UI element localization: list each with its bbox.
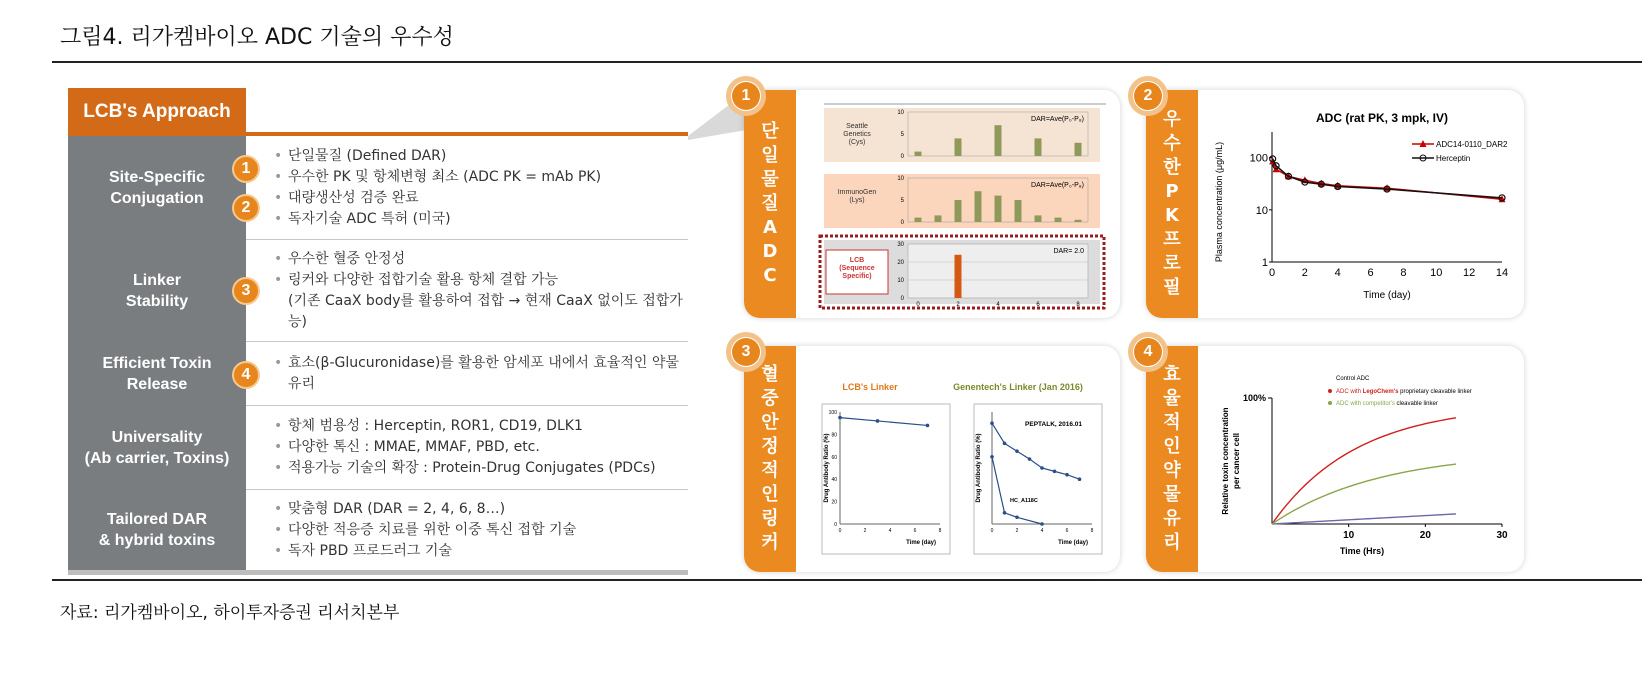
legend-head: Control ADC	[1336, 376, 1370, 382]
row-body	[246, 490, 688, 570]
panel-number-1	[726, 76, 766, 116]
panel-single-substance-adc	[744, 90, 1120, 318]
x-tick-label: 0	[838, 528, 842, 534]
x-tick-label: 4	[1334, 267, 1341, 279]
legend-text: cleavable linker	[1394, 401, 1438, 407]
panel-side-label	[1146, 90, 1198, 318]
bar	[1075, 220, 1082, 222]
data-point	[926, 424, 930, 428]
row-label-line: Conjugation	[110, 190, 204, 207]
legend-brand: LegoChem's	[1362, 389, 1399, 395]
row-label-line: (Ab carrier, Toxins)	[84, 450, 230, 467]
data-point	[1040, 466, 1044, 470]
side-label-char: 프	[1163, 229, 1181, 250]
y-axis-label: Drug Antibody Ratio (%)	[976, 433, 982, 503]
x-tick-label: 10	[1343, 530, 1355, 541]
x-tick-label: 4	[996, 302, 1000, 308]
x-axis-label: Time (Hrs)	[1339, 546, 1385, 556]
y-tick-label: 10	[897, 110, 904, 116]
row-label-line: Tailored DAR	[106, 511, 208, 528]
panel-number-text: 4	[1134, 338, 1162, 366]
legend-label: Herceptin	[1436, 154, 1471, 163]
panel-pk-profile	[1146, 90, 1524, 318]
side-label-char: A	[763, 217, 777, 238]
y-tick-label: 10	[897, 278, 904, 284]
bar	[935, 215, 942, 222]
y-tick-label: 5	[900, 132, 904, 138]
series-label: (Sequence	[839, 265, 875, 272]
row-body	[246, 136, 688, 240]
bar	[955, 255, 962, 298]
side-label-char: 중	[761, 388, 779, 409]
y-tick-label: 20	[897, 260, 904, 266]
row-label	[68, 136, 246, 240]
dar-label: DAR=Ave(P₀-P₈)	[1031, 116, 1084, 123]
y-axis-label: Drug Antibody Ratio (%)	[824, 433, 830, 503]
side-label-char: 필	[1163, 277, 1181, 298]
legend-text: ADC with	[1336, 389, 1363, 395]
legend-brand: competitor's	[1362, 401, 1395, 407]
side-label-char: 리	[1163, 532, 1181, 553]
side-label-char: 일	[761, 145, 779, 166]
bar	[1075, 143, 1082, 156]
y-tick-label: 5	[900, 198, 904, 204]
panel-side-label	[744, 346, 796, 572]
x-tick-label: 14	[1495, 267, 1509, 279]
y-tick-label: 10	[897, 176, 904, 182]
row-label	[68, 240, 246, 342]
data-point	[1015, 449, 1019, 453]
number-badge-4: 4	[232, 361, 260, 389]
y-tick-label: 1	[1261, 257, 1268, 269]
y-tick-label: 60	[831, 454, 837, 461]
side-label-char: 로	[1163, 253, 1181, 274]
chart-title: ADC (rat PK, 3 mpk, IV)	[1315, 111, 1449, 125]
x-tick-label: 4	[888, 528, 892, 534]
bullet: • 대량생산성 검증 완료	[274, 188, 688, 209]
dar-label: DAR= 2.0	[1053, 248, 1084, 255]
bar	[955, 200, 962, 222]
x-tick-label: 6	[1036, 302, 1040, 308]
x-tick-label: 6	[1065, 528, 1069, 534]
series-label: Genetics	[843, 131, 871, 138]
x-axis-label: Time (day)	[1058, 540, 1088, 546]
row-label	[68, 490, 246, 570]
data-point	[1053, 470, 1057, 474]
y-tick-label: 10	[1255, 204, 1268, 217]
series-label: LCB	[849, 257, 865, 264]
x-tick-label: 8	[1090, 528, 1094, 534]
top-rule	[52, 61, 1642, 63]
panel-number-text: 1	[732, 82, 760, 110]
bar	[995, 196, 1002, 222]
row-body	[246, 240, 688, 342]
data-point	[838, 416, 842, 420]
legend-label: ADC14-0110_DAR2	[1436, 140, 1508, 149]
side-label-char: 율	[1163, 388, 1181, 409]
dar-label: DAR=Ave(P₀-P₈)	[1031, 182, 1084, 189]
series-label: Seattle	[846, 123, 868, 130]
approach-tab: LCB's Approach	[68, 88, 246, 136]
source-note: 자료: 리가켐바이오, 하이투자증권 리서치본부	[60, 603, 400, 623]
y-tick-label: 20	[831, 499, 837, 506]
series-label: (Lys)	[849, 197, 865, 204]
bullet: • 독자 PBD 프로드러그 기술	[274, 541, 688, 562]
x-tick-label: 30	[1496, 530, 1508, 541]
x-tick-label: 10	[1430, 267, 1443, 279]
x-tick-label: 20	[1419, 530, 1431, 541]
y-tick-label: 0	[900, 154, 904, 160]
x-tick-label: 2	[1015, 528, 1019, 534]
panel-number-text: 3	[732, 338, 760, 366]
row-tailored-dar	[68, 490, 688, 570]
panel-side-label	[744, 90, 796, 318]
row-body	[246, 342, 688, 406]
data-point	[1003, 442, 1007, 446]
panel-efficient-drug-release	[1146, 346, 1524, 572]
data-point	[876, 419, 880, 423]
side-label-char: 링	[761, 508, 779, 529]
side-label-char: 물	[761, 169, 779, 190]
y-axis-label: Plasma concentration (μg/mL)	[1214, 141, 1224, 263]
legend-label	[1336, 389, 1472, 395]
y-tick-label: 0	[900, 296, 904, 302]
side-label-char: 정	[761, 436, 779, 457]
bar	[995, 125, 1002, 156]
y-tick-label: 80	[831, 432, 837, 439]
bullet: • 우수한 혈중 안정성	[274, 249, 688, 270]
bullet: • 독자기술 ADC 특허 (미국)	[274, 209, 688, 230]
side-label-char: 커	[761, 532, 779, 553]
x-tick-label: 6	[913, 528, 917, 534]
panel-side-label	[1146, 346, 1198, 572]
data-point	[1065, 473, 1069, 477]
bullet-continuation: (기존 CaaX body를 활용하여 접합 → 현재 CaaX 없이도 접합가능)	[288, 292, 683, 330]
series-label: Specific)	[842, 273, 872, 280]
right-chart-title: Genentech's Linker (Jan 2016)	[953, 382, 1083, 392]
dar-distribution-charts	[814, 94, 1114, 314]
side-label-char: 인	[761, 484, 779, 505]
side-label-char: P	[1165, 181, 1179, 202]
bullet: • 우수한 PK 및 항체변형 최소 (ADC PK = mAb PK)	[274, 167, 688, 188]
side-label-char: 우	[1163, 109, 1181, 130]
legend-marker	[1328, 401, 1332, 405]
x-tick-label: 8	[938, 528, 942, 534]
side-label-char: 적	[1163, 412, 1181, 433]
data-point	[1003, 511, 1007, 515]
left-chart-title: LCB's Linker	[842, 382, 898, 392]
x-tick-label: 2	[956, 302, 960, 308]
row-label-line: Linker	[132, 272, 181, 289]
data-point	[1040, 522, 1044, 526]
y-tick-label: 0	[900, 220, 904, 226]
bullet: • 단일물질 (Defined DAR)	[274, 146, 688, 167]
pk-chart	[1202, 92, 1522, 317]
side-label-char: C	[763, 265, 777, 286]
bullet: • 다양한 적응증 치료를 위한 이중 톡신 접합 기술	[274, 520, 688, 541]
bullet: • 맞춤형 DAR (DAR = 2, 4, 6, 8…)	[274, 499, 688, 520]
row-label-line: Release	[126, 376, 188, 393]
row-label	[68, 406, 246, 490]
x-axis-label: Time (day)	[1363, 290, 1411, 301]
bottom-rule	[52, 579, 1642, 581]
data-point	[1015, 515, 1019, 519]
y-tick-label: 100	[1249, 152, 1268, 165]
y-tick-label: 40	[831, 477, 837, 484]
table-bottom-bar	[68, 570, 688, 575]
row-label-line: Site-Specific	[108, 169, 206, 186]
y-tick-label: 100%	[1242, 393, 1266, 403]
legend-text: ADC with	[1336, 401, 1363, 407]
x-tick-label: 8	[1400, 267, 1407, 279]
x-tick-label: 12	[1463, 267, 1476, 279]
x-axis-label: Time (day)	[906, 540, 936, 546]
bullet: • 적용가능 기술의 확장 : Protein-Drug Conjugates (PDCs)	[274, 458, 688, 479]
bar	[955, 138, 962, 156]
hc-label: HC_A118C	[1010, 498, 1038, 504]
data-point	[990, 421, 994, 425]
legend-marker	[1328, 389, 1332, 393]
panel-number-3	[726, 332, 766, 372]
x-tick-label: 2	[863, 528, 867, 534]
row-label-line: & hybrid toxins	[98, 532, 216, 549]
y-tick-label: 100	[828, 410, 837, 416]
bar	[915, 152, 922, 156]
legend-text: proprietary cleavable linker	[1398, 389, 1472, 395]
x-tick-label: 0	[916, 302, 920, 308]
bar	[1035, 215, 1042, 222]
x-tick-label: 0	[990, 528, 994, 534]
linker-stability-charts	[800, 348, 1120, 570]
bullet: • 효소(β-Glucuronidase)를 활용한 암세포 내에서 효율적인 약물유리	[274, 353, 688, 395]
bullet: • 항체 범용성 : Herceptin, ROR1, CD19, DLK1	[274, 416, 688, 437]
panel-number-text: 2	[1134, 82, 1162, 110]
y-axis-label: per cancer cell	[1232, 432, 1241, 490]
peptalk-label: PEPTALK, 2016.01	[1025, 421, 1082, 428]
data-point	[990, 455, 994, 459]
panel-number-2	[1128, 76, 1168, 116]
data-point	[1028, 457, 1032, 461]
bullet: • 다양한 톡신 : MMAE, MMAF, PBD, etc.	[274, 437, 688, 458]
side-label-char: 유	[1163, 508, 1181, 529]
side-label-char: 질	[761, 193, 779, 214]
x-tick-label: 8	[1076, 302, 1080, 308]
bar	[1015, 200, 1022, 222]
side-label-char: 물	[1163, 484, 1181, 505]
side-label-char: K	[1165, 205, 1179, 226]
row-label-line: Universality	[111, 429, 203, 446]
bar	[1035, 138, 1042, 156]
number-badge-3: 3	[232, 277, 260, 305]
series-label: ImmunoGen	[837, 189, 877, 196]
bar	[1055, 218, 1062, 222]
side-label-char: 안	[761, 412, 779, 433]
series-label: (Cys)	[848, 139, 866, 146]
side-label-char: 적	[761, 460, 779, 481]
x-tick-label: 6	[1367, 267, 1374, 279]
panel-number-4	[1128, 332, 1168, 372]
side-label-char: 인	[1163, 436, 1181, 457]
side-label-char: 단	[761, 121, 779, 142]
legend-label	[1336, 401, 1438, 407]
row-body	[246, 406, 688, 490]
side-label-char: 수	[1163, 133, 1181, 154]
y-tick-label: 0	[834, 522, 837, 528]
number-badge-2: 2	[232, 194, 260, 222]
row-label-line: Efficient Toxin	[102, 355, 212, 372]
y-axis-label: Relative toxin concentration	[1221, 407, 1230, 515]
toxin-release-chart	[1202, 348, 1522, 570]
bullet: • 링커와 다양한 접합기술 활용 항체 결합 가능	[274, 270, 688, 291]
number-badge-1: 1	[232, 155, 260, 183]
side-label-char: 한	[1163, 157, 1181, 178]
side-label-char: 효	[1163, 364, 1181, 385]
side-label-char: D	[762, 241, 778, 262]
row-label-line: Stability	[125, 293, 189, 310]
panel-stable-linker	[744, 346, 1120, 572]
row-universality	[68, 406, 688, 490]
x-tick-label: 2	[1301, 267, 1308, 279]
side-label-char: 혈	[761, 364, 779, 385]
series-line	[1272, 514, 1456, 524]
x-tick-label: 4	[1040, 528, 1044, 534]
row-linker-stability	[68, 240, 688, 342]
bar	[915, 218, 922, 222]
row-site-specific	[68, 136, 688, 240]
y-tick-label: 30	[897, 242, 904, 248]
row-efficient-toxin	[68, 342, 688, 406]
bar	[975, 191, 982, 222]
side-label-char: 약	[1163, 460, 1181, 481]
x-tick-label: 0	[1268, 267, 1276, 279]
row-label	[68, 342, 246, 406]
figure-title: 그림4. 리가켐바이오 ADC 기술의 우수성	[60, 25, 454, 50]
data-point	[1078, 477, 1082, 481]
